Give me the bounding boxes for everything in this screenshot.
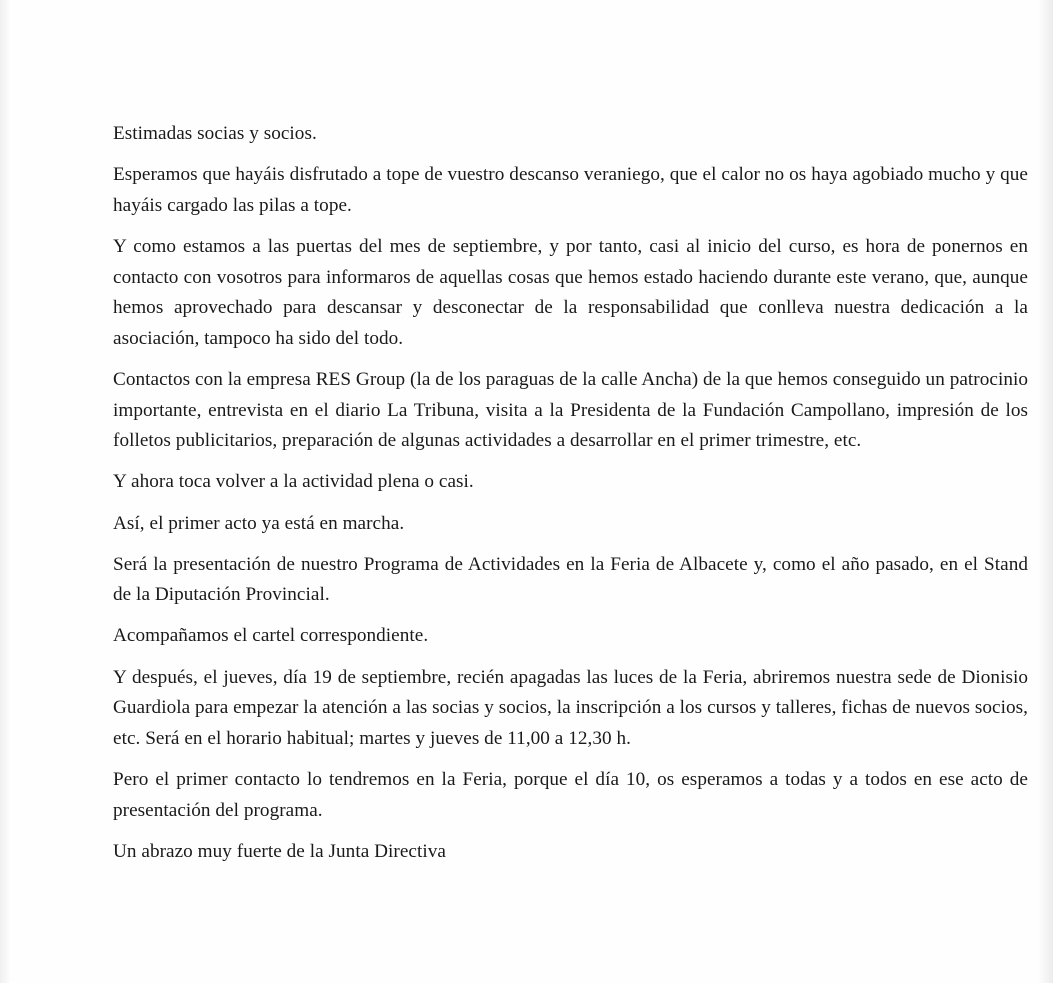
page-edge-right — [1039, 0, 1053, 983]
letter-body — [113, 119, 1028, 878]
paragraph-summer-activities: Contactos con la empresa RES Group (la de los paraguas de la calle Ancha) de la que hemos conseguido un patrocinio importante, entrevista en el diario La Tribuna, visita a la Presidenta de la Fundación Campollano, impresión de los folletos publicitarios, preparación de algunas actividades a desarrollar en el primer trimestre, etc. — [113, 368, 1028, 452]
letter-greeting: Estimadas socias y socios. — [113, 123, 317, 144]
paragraph-program-presentation: Será la presentación de nuestro Programa de Actividades en la Feria de Albacete y, como el año pasado, en el Stand de la Diputación Provincial. — [113, 553, 1028, 606]
paragraph-summer-wishes: Esperamos que hayáis disfrutado a tope de vuestro descanso veraniego, que el calor no os haya agobiado mucho y que hayáis cargado las pilas a tope. — [113, 164, 1028, 216]
paragraph-first-act: Así, el primer acto ya está en marcha. — [113, 512, 405, 534]
paragraph-poster: Acompañamos el cartel correspondiente. — [113, 625, 429, 647]
paragraph-fair-meeting: Pero el primer contacto lo tendremos en la Feria, porque el día 10, os esperamos a todas y a todos en ese acto de presentación del programa. — [113, 769, 1028, 821]
letter-closing: Un abrazo muy fuerte de la Junta Directiva — [113, 840, 446, 862]
page-edge-left — [0, 0, 10, 983]
paragraph-september-contact: Y como estamos a las puertas del mes de septiembre, y por tanto, casi al inicio del curso, es hora de ponernos en contacto con vosotros para informaros de aquellas cosas que hemos estado haciendo durante este verano, que, aunque hemos aprovechado para descansar y desconectar de la responsabilidad que conlleva nuestra dedicación a la asociación, tampoco ha sido del todo. — [113, 235, 1028, 349]
paragraph-back-to-activity: Y ahora toca volver a la actividad plena o casi. — [113, 471, 474, 493]
paragraph-office-opening: Y después, el jueves, día 19 de septiembre, recién apagadas las luces de la Feria, abriremos nuestra sede de Dionisio Guardiola para empezar la atención a las socias y socios, la inscripción a los cursos y talleres, fichas de nuevos socios, etc. Será en el horario habitual; martes y jueves de 11,00 a 12,30 h. — [113, 666, 1028, 749]
